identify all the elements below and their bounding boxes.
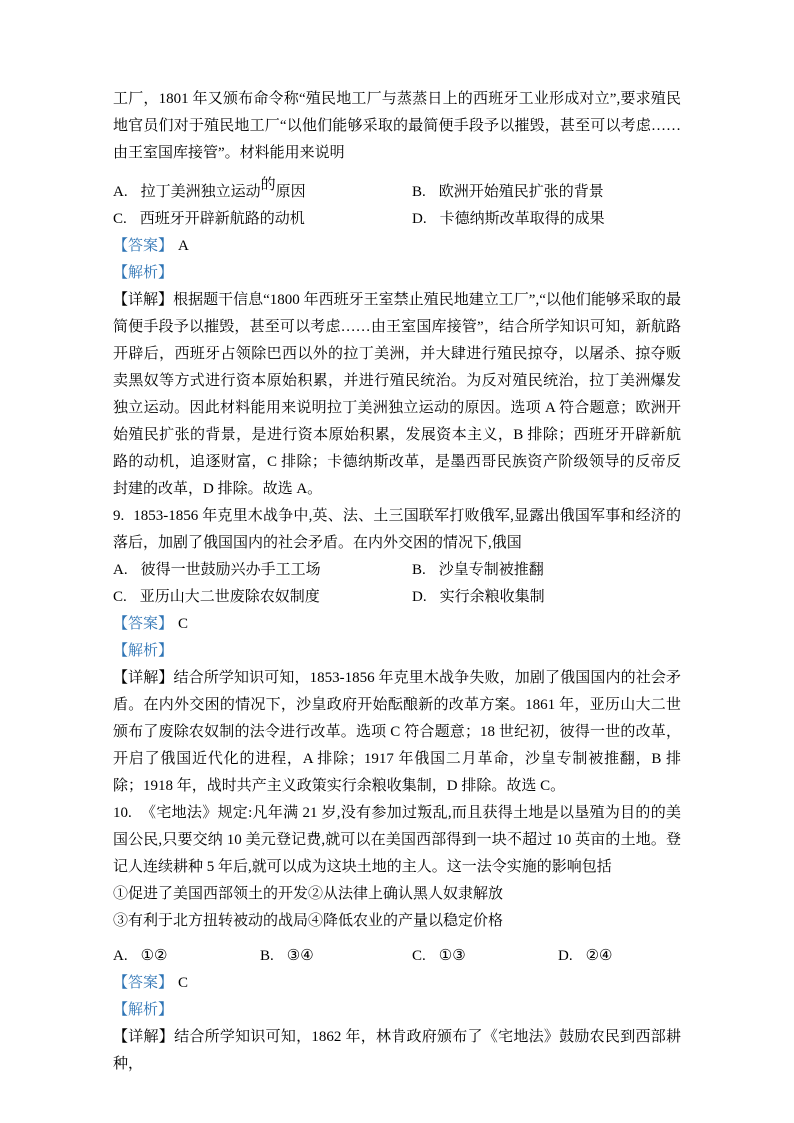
q8-option-a-superscript: 的	[260, 177, 276, 193]
q8-detail-text: 根据题干信息“1800 年西班牙王室禁止殖民地建立工厂”,“以他们能够采取的最简便手段予以摧毁，甚至可以考虑……由王室国库接管”，结合所学知识可知，新航路开辟后，西班牙占领除巴西以外的拉丁美洲，并大肆进行殖民掠夺，以屠杀、掠夺贩卖黑奴等方式进行资本原始积累，并进行殖民统治。为反对殖民统治，拉丁美洲爆发独立运动。因此材料能用来说明拉丁美洲独立运动的原因。选项 A 符合题意；欧洲开始殖民扩张的背景，是进行资本原始积累，发展资本主义，B 排除；西班牙开辟新航路的动机，追逐财富，C 排除；卡德纳斯改革，是墨西哥民族资产阶级领导的反帝反封建的改革，D 排除。故选 A。	[113, 292, 681, 497]
q10-answer-line	[113, 970, 681, 997]
q8-option-b-label: B.	[412, 184, 426, 200]
q8-answer-line	[113, 233, 681, 260]
q8-option-b-text: 欧洲开始殖民扩张的背景	[438, 184, 604, 200]
q8-option-c-label: C.	[113, 211, 127, 227]
q9-answer-value: C	[178, 616, 189, 632]
q9-option-b-text: 沙皇专制被推翻	[438, 562, 544, 578]
q10-number: 10.	[113, 805, 132, 821]
q10-option-c	[412, 943, 558, 970]
q9-stem-text: 1853-1856 年克里木战争中,英、法、土三国联军打败俄军,显露出俄国军事和经济的落后，加剧了俄国国内的社会矛盾。在内外交困的情况下,俄国	[113, 508, 681, 551]
q10-option-b-label: B.	[260, 948, 274, 964]
q10-detail-text: 结合所学知识可知，1862 年，林肯政府颁布了《宅地法》鼓励农民到西部耕种，	[113, 1029, 681, 1072]
q10-option-a-label: A.	[113, 948, 128, 964]
q8-answer-label: 【答案】	[113, 238, 174, 254]
q10-answer-value: C	[178, 975, 189, 991]
q8-detail-label: 【详解】	[113, 292, 174, 308]
q9-option-c-text: 亚历山大二世废除农奴制度	[139, 589, 320, 605]
q10-detail-label: 【详解】	[113, 1029, 175, 1045]
q10-stem-text: 《宅地法》规定:凡年满 21 岁,没有参加过叛乱,而且获得土地是以垦殖为目的的美国公民,只要交纳 10 美元登记费,就可以在美国西部得到一块不超过 10 英亩的土地。登记人连续耕种 5 年后,就可以成为这块土地的主人。这一法令实施的影响包括	[113, 805, 681, 875]
q8-option-a	[113, 179, 412, 206]
q8-option-c-text: 西班牙开辟新航路的动机	[139, 211, 305, 227]
q10-option-b-text: ③④	[286, 948, 314, 964]
q9-options-row-1	[113, 557, 681, 584]
q9-option-c-label: C.	[113, 589, 127, 605]
q9-option-d	[412, 584, 545, 611]
q10-option-d	[558, 943, 613, 970]
q9-option-b	[412, 557, 544, 584]
q10-option-d-label: D.	[558, 948, 573, 964]
q8-stem-continuation: 工厂，1801 年又颁布命令称“殖民地工厂与蒸蒸日上的西班牙工业形成对立”,要求殖民地官员们对于殖民地工厂“以他们能够采取的最简便手段予以摧毁，甚至可以考虑……由王室国库接管”。材料能用来说明	[113, 91, 681, 161]
q9-detail-paragraph	[113, 665, 681, 800]
q8-option-a-text-end: 原因	[275, 184, 306, 200]
q9-option-a-label: A.	[113, 562, 128, 578]
q9-options-row-2	[113, 584, 681, 611]
q9-number: 9.	[113, 508, 125, 524]
q9-option-d-label: D.	[412, 589, 427, 605]
q10-stem	[113, 800, 681, 881]
q9-answer-line	[113, 611, 681, 638]
q9-option-c	[113, 584, 412, 611]
q8-option-d-text: 卡德纳斯改革取得的成果	[439, 211, 605, 227]
q8-option-d	[412, 206, 605, 233]
q8-options-row-2	[113, 206, 681, 233]
document-content	[113, 86, 681, 1078]
q10-answer-label: 【答案】	[113, 975, 174, 991]
q8-option-a-label: A.	[113, 184, 128, 200]
q10-detail-paragraph	[113, 1024, 681, 1078]
q8-analysis-label: 【解析】	[113, 265, 174, 281]
q8-options-row-1	[113, 179, 681, 206]
q9-option-a	[113, 557, 412, 584]
q9-analysis-line	[113, 638, 681, 665]
q9-detail-text: 结合所学知识可知，1853-1856 年克里木战争失败，加剧了俄国国内的社会矛盾。在内外交困的情况下，沙皇政府开始酝酿新的改革方案。1861 年，亚历山大二世颁布了废除农奴制的法令进行改革。选项 C 符合题意；18 世纪初，彼得一世的改革，开启了俄国近代化的进程，A 排除；1917 年俄国二月革命，沙皇专制被推翻，B 排除；1918 年，战时共产主义政策实行余粮收集制，D 排除。故选 C。	[113, 670, 681, 794]
q10-option-a	[113, 943, 260, 970]
q9-option-b-label: B.	[412, 562, 426, 578]
q8-analysis-line	[113, 260, 681, 287]
q8-option-d-label: D.	[412, 211, 427, 227]
q10-options-row	[113, 943, 681, 970]
q9-stem	[113, 503, 681, 557]
q9-detail-label: 【详解】	[113, 670, 174, 686]
q8-answer-value: A	[178, 238, 189, 254]
q8-detail-paragraph	[113, 287, 681, 503]
q9-analysis-label: 【解析】	[113, 643, 174, 659]
q8-option-c	[113, 206, 412, 233]
q10-analysis-label: 【解析】	[113, 1002, 174, 1018]
q8-option-b	[412, 179, 604, 206]
q9-option-a-text: 彼得一世鼓励兴办手工工场	[140, 562, 321, 578]
q10-subitems-1: ①促进了美国西部领土的开发②从法律上确认黑人奴隶解放	[113, 886, 504, 902]
q8-option-a-text: 拉丁美洲独立运动	[140, 184, 261, 200]
q9-option-d-text: 实行余粮收集制	[439, 589, 545, 605]
q10-option-c-label: C.	[412, 948, 426, 964]
q9-answer-label: 【答案】	[113, 616, 174, 632]
q10-option-a-text: ①②	[140, 948, 168, 964]
q10-option-d-text: ②④	[585, 948, 613, 964]
q10-option-c-text: ①③	[438, 948, 466, 964]
q10-option-b	[260, 943, 412, 970]
q10-subitems-2: ③有利于北方扭转被动的战局④降低农业的产量以稳定价格	[113, 913, 504, 929]
q10-analysis-line	[113, 997, 681, 1024]
